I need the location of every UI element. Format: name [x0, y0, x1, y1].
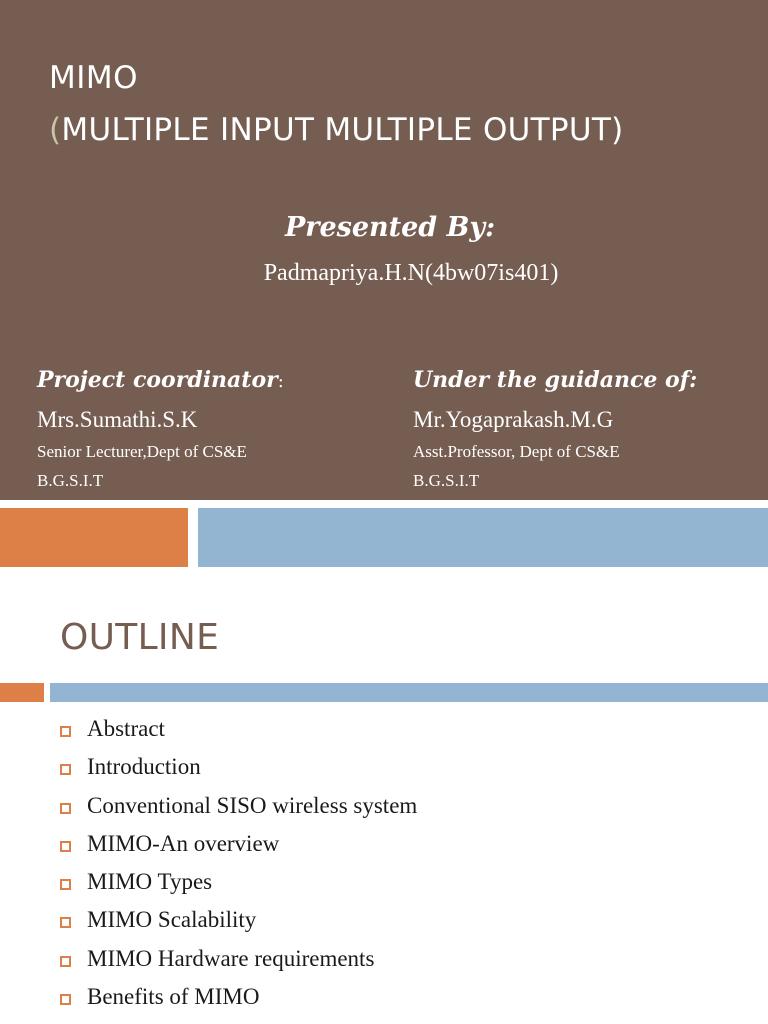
coordinator-name: Mrs.Sumathi.S.K [37, 407, 198, 432]
guide-block [413, 367, 697, 491]
accent-bar-blue [198, 508, 768, 567]
outline-title: OUTLINE [60, 617, 220, 658]
outline-item [0, 946, 417, 984]
slide-title-line1: MIMO [49, 60, 139, 96]
outline-item [0, 793, 417, 831]
coordinator-heading-text: Project coordinator [37, 367, 278, 393]
coordinator-block [37, 367, 284, 491]
guide-heading: Under the guidance of: [413, 367, 698, 393]
title-open-paren: ( [49, 112, 62, 148]
title-slide [0, 0, 768, 500]
guide-name: Mr.Yogaprakash.M.G [413, 407, 614, 432]
title-line2-text: MULTIPLE INPUT MULTIPLE OUTPUT) [61, 112, 624, 148]
outline-item-text: MIMO Scalability [87, 907, 257, 933]
square-bullet-icon [60, 956, 71, 967]
outline-item [0, 754, 417, 792]
square-bullet-icon [60, 994, 71, 1005]
outline-item [0, 716, 417, 754]
square-bullet-icon [60, 726, 71, 737]
presented-by-heading: Presented By: [284, 212, 496, 243]
outline-item-text: Introduction [87, 754, 201, 780]
outline-item [0, 831, 417, 869]
slide-title-line2 [49, 112, 624, 148]
guide-institute: B.G.S.I.T [413, 471, 480, 490]
guide-role: Asst.Professor, Dept of CS&E [413, 442, 620, 461]
coordinator-heading-colon: : [277, 371, 284, 392]
outline-item-text: Benefits of MIMO [87, 984, 260, 1010]
outline-item [0, 984, 417, 1022]
outline-rule-orange [0, 683, 44, 702]
coordinator-heading [37, 367, 284, 403]
square-bullet-icon [60, 879, 71, 890]
outline-item-text: Conventional SISO wireless system [87, 792, 418, 818]
outline-item-text: MIMO Types [87, 869, 213, 895]
outline-item [0, 907, 417, 945]
presenter-name: Padmapriya.H.N(4bw07is401) [263, 260, 559, 286]
square-bullet-icon [60, 917, 71, 928]
outline-rule-blue [50, 683, 768, 702]
square-bullet-icon [60, 841, 71, 852]
outline-item-text: Abstract [87, 716, 165, 741]
outline-item-text: MIMO-An overview [87, 830, 280, 856]
outline-item [0, 869, 417, 907]
square-bullet-icon [60, 764, 71, 775]
accent-bar-orange [0, 508, 188, 567]
square-bullet-icon [60, 803, 71, 814]
outline-list [0, 716, 417, 1022]
coordinator-role: Senior Lecturer,Dept of CS&E [37, 442, 247, 461]
coordinator-institute: B.G.S.I.T [37, 471, 104, 490]
outline-item-text: MIMO Hardware requirements [87, 945, 375, 971]
